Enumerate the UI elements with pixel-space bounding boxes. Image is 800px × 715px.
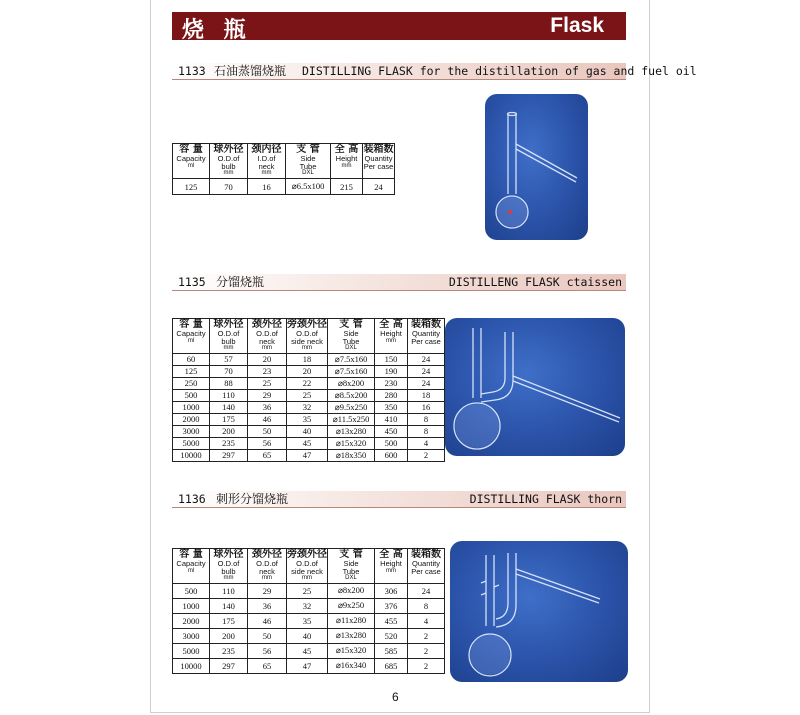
table-cell: ⌀18x350 <box>328 449 375 461</box>
column-header-text: mm <box>341 162 352 169</box>
column-header-text: Height <box>335 154 358 163</box>
column-header-text: Height <box>380 559 402 568</box>
table-cell: ⌀9.5x250 <box>328 401 375 413</box>
section-name-en: DISTILLENG FLASK ctaissen <box>448 275 622 289</box>
column-header-text: bulb <box>221 161 236 171</box>
column-header-text: 旁颈外径 <box>287 549 327 560</box>
table-cell: 500 <box>173 583 210 598</box>
column-header-text: bulb <box>221 566 236 576</box>
column-header <box>210 144 248 179</box>
column-header <box>173 549 210 584</box>
table-cell: 600 <box>375 449 408 461</box>
page-header <box>172 12 626 43</box>
table-cell: ⌀11.5x250 <box>328 413 375 425</box>
section-1136-title <box>172 491 626 508</box>
column-header-text: ml <box>187 162 195 169</box>
table-cell: 2000 <box>173 613 210 628</box>
column-header-text: 颈内径 <box>251 144 282 155</box>
column-header-text: DXL <box>302 170 314 176</box>
table-cell: 410 <box>375 413 408 425</box>
table-row <box>173 437 445 449</box>
column-header <box>363 144 395 179</box>
table-cell: 376 <box>375 598 408 613</box>
column-header-text: DXL <box>345 345 357 351</box>
table-cell: 46 <box>248 613 287 628</box>
table-cell: 500 <box>375 437 408 449</box>
table-cell: ⌀15x320 <box>328 643 375 658</box>
column-header <box>248 549 287 584</box>
table-cell: 35 <box>287 613 328 628</box>
column-header-text: mm <box>223 575 234 581</box>
table-cell: 47 <box>287 658 328 673</box>
column-header-text: Quantity <box>412 559 440 568</box>
table-cell: 5000 <box>173 437 210 449</box>
table-cell: 60 <box>173 353 210 365</box>
table-cell: 20 <box>287 365 328 377</box>
column-header-text: mm <box>261 170 272 176</box>
section-1133-title <box>172 63 697 80</box>
table-cell: 3000 <box>173 628 210 643</box>
column-header-text: neck <box>259 336 275 346</box>
column-header-text: O.D.of <box>217 154 240 163</box>
table-cell: 10000 <box>173 449 210 461</box>
column-header-text: Capacity <box>176 559 206 568</box>
column-header <box>328 549 375 584</box>
column-header-text: neck <box>259 566 275 576</box>
column-header-text: mm <box>302 345 312 351</box>
table-cell: 32 <box>287 401 328 413</box>
table-cell: 4 <box>408 437 445 449</box>
column-header-text: 全 高 <box>379 319 403 330</box>
table-cell: ⌀8x200 <box>328 583 375 598</box>
table-row <box>173 179 395 195</box>
table-cell: 23 <box>248 365 287 377</box>
table-cell: ⌀9x250 <box>328 598 375 613</box>
table-cell: 29 <box>248 583 287 598</box>
table-cell: 125 <box>173 365 210 377</box>
column-header-text: 球外径 <box>213 319 244 330</box>
table-cell: 455 <box>375 613 408 628</box>
spec-table-1136 <box>172 548 445 674</box>
table-cell: 200 <box>210 628 248 643</box>
table-cell: 56 <box>248 643 287 658</box>
column-header <box>375 549 408 584</box>
column-header-text: 装箱数 <box>411 549 441 560</box>
column-header-text: O.D.of <box>296 559 318 568</box>
table-cell: 22 <box>287 377 328 389</box>
table-cell: 175 <box>210 613 248 628</box>
table-cell: 24 <box>363 179 395 195</box>
table-cell: 297 <box>210 449 248 461</box>
table-cell: ⌀8x200 <box>328 377 375 389</box>
column-header <box>287 319 328 354</box>
spec-table-1133 <box>172 143 395 195</box>
column-header-text: 支 管 <box>296 144 320 155</box>
column-header-text: Per case <box>411 336 441 346</box>
column-header-text: Side <box>343 559 359 568</box>
table-cell: 110 <box>210 389 248 401</box>
table-cell: ⌀16x340 <box>328 658 375 673</box>
table-cell: 36 <box>248 598 287 613</box>
column-header-text: side neck <box>291 336 323 346</box>
section-1135-title <box>172 274 626 291</box>
table-cell: 1000 <box>173 598 210 613</box>
column-header-text: 球外径 <box>213 549 244 560</box>
column-header-text: Capacity <box>176 154 206 163</box>
column-header <box>331 144 363 179</box>
column-header-text: 支 管 <box>339 549 363 560</box>
table-cell: 35 <box>287 413 328 425</box>
table-cell: 5000 <box>173 643 210 658</box>
table-cell: 40 <box>287 628 328 643</box>
column-header <box>287 549 328 584</box>
section-code: 1133 <box>178 64 206 78</box>
column-header-text: mm <box>262 575 272 581</box>
column-header-text: Tube <box>342 566 360 576</box>
table-cell: 2 <box>408 643 445 658</box>
table-cell: 16 <box>248 179 286 195</box>
column-header-text: Per case <box>363 161 394 171</box>
section-name-en: DISTILLING FLASK for the distillation of gas and fuel oil <box>302 64 697 78</box>
section-name-en: DISTILLING FLASK thorn <box>469 492 622 506</box>
column-header <box>173 319 210 354</box>
column-header-text: Per case <box>411 566 441 576</box>
column-header-text: Quantity <box>412 329 440 338</box>
table-cell: 70 <box>210 365 248 377</box>
table-cell: 297 <box>210 658 248 673</box>
table-cell: 585 <box>375 643 408 658</box>
column-header-text: DXL <box>345 575 357 581</box>
table-cell: 40 <box>287 425 328 437</box>
table-row <box>173 449 445 461</box>
table-cell: 25 <box>287 583 328 598</box>
table-cell: ⌀15x320 <box>328 437 375 449</box>
table-cell: 1000 <box>173 401 210 413</box>
table-cell: ⌀7.5x160 <box>328 353 375 365</box>
flask-photo-1133 <box>485 94 588 240</box>
column-header-text: neck <box>258 161 275 171</box>
column-header-text: ml <box>187 337 195 344</box>
column-header-text: 颈外径 <box>252 319 282 330</box>
table-cell: 2 <box>408 449 445 461</box>
column-header-text: 容 量 <box>179 549 203 560</box>
column-header-text: O.D.of <box>217 559 240 568</box>
table-cell: 70 <box>210 179 248 195</box>
table-cell: 24 <box>408 377 445 389</box>
table-row <box>173 425 445 437</box>
column-header-text: 容 量 <box>179 144 203 155</box>
table-cell: 215 <box>331 179 363 195</box>
table-cell: 57 <box>210 353 248 365</box>
table-cell: 24 <box>408 365 445 377</box>
column-header-text: bulb <box>221 336 236 346</box>
table-cell: 110 <box>210 583 248 598</box>
column-header-text: 支 管 <box>339 319 363 330</box>
table-cell: 18 <box>287 353 328 365</box>
column-header-text: Side <box>343 329 359 338</box>
column-header <box>328 319 375 354</box>
flask-photo-1136 <box>450 541 628 682</box>
table-row <box>173 413 445 425</box>
section-code: 1136 <box>178 492 206 506</box>
column-header-text: mm <box>223 170 234 176</box>
table-cell: 235 <box>210 643 248 658</box>
table-cell: 140 <box>210 598 248 613</box>
table-cell: 190 <box>375 365 408 377</box>
table-cell: 350 <box>375 401 408 413</box>
column-header-text: 旁颈外径 <box>287 319 327 330</box>
table-cell: ⌀6.5x100 <box>286 179 331 195</box>
table-cell: 235 <box>210 437 248 449</box>
table-cell: 3000 <box>173 425 210 437</box>
column-header <box>286 144 331 179</box>
table-cell: 2000 <box>173 413 210 425</box>
column-header-text: Tube <box>342 336 360 346</box>
column-header-text: O.D.of <box>256 329 278 338</box>
column-header-text: mm <box>262 345 272 351</box>
section-name-cn: 分馏烧瓶 <box>216 275 265 289</box>
column-header-text: Quantity <box>364 154 393 163</box>
table-cell: 20 <box>248 353 287 365</box>
table-cell: 520 <box>375 628 408 643</box>
table-cell: 50 <box>248 425 287 437</box>
table-cell: 47 <box>287 449 328 461</box>
table-cell: ⌀11x280 <box>328 613 375 628</box>
column-header-text: 颈外径 <box>252 549 282 560</box>
table-cell: 10000 <box>173 658 210 673</box>
column-header-text: Side <box>300 154 316 163</box>
flask-illustration <box>445 318 625 456</box>
column-header-text: mm <box>386 337 396 344</box>
table-cell: 500 <box>173 389 210 401</box>
table-cell: 150 <box>375 353 408 365</box>
column-header <box>210 319 248 354</box>
table-cell: 25 <box>287 389 328 401</box>
section-code: 1135 <box>178 275 206 289</box>
section-name-cn: 石油蒸馏烧瓶 <box>214 64 287 78</box>
column-header <box>408 549 445 584</box>
column-header-text: Tube <box>299 161 317 171</box>
table-cell: 280 <box>375 389 408 401</box>
table-row <box>173 613 445 628</box>
column-header-text: 容 量 <box>179 319 203 330</box>
column-header-text: 全 高 <box>334 144 359 155</box>
table-cell: 25 <box>248 377 287 389</box>
table-cell: 140 <box>210 401 248 413</box>
header-title-en: Flask <box>550 14 604 37</box>
column-header <box>173 144 210 179</box>
spec-table-1135 <box>172 318 445 462</box>
table-cell: 24 <box>408 583 445 598</box>
table-cell: 125 <box>173 179 210 195</box>
column-header-text: 球外径 <box>213 144 244 155</box>
table-cell: ⌀13x280 <box>328 425 375 437</box>
flask-photo-1135 <box>445 318 625 456</box>
table-cell: 45 <box>287 643 328 658</box>
table-cell: 250 <box>173 377 210 389</box>
table-cell: 45 <box>287 437 328 449</box>
table-cell: ⌀8.5x200 <box>328 389 375 401</box>
table-cell: 230 <box>375 377 408 389</box>
table-cell: 8 <box>408 598 445 613</box>
table-cell: 56 <box>248 437 287 449</box>
table-cell: 8 <box>408 425 445 437</box>
column-header-text: Height <box>380 329 402 338</box>
column-header-text: mm <box>386 567 396 574</box>
column-header-text: Capacity <box>176 329 206 338</box>
flask-illustration <box>450 541 628 682</box>
table-cell: 4 <box>408 613 445 628</box>
table-cell: 200 <box>210 425 248 437</box>
column-header-text: O.D.of <box>217 329 240 338</box>
column-header-text: 装箱数 <box>411 319 441 330</box>
table-row <box>173 628 445 643</box>
column-header <box>248 319 287 354</box>
column-header <box>375 319 408 354</box>
table-cell: 306 <box>375 583 408 598</box>
flask-illustration <box>485 94 588 240</box>
page-number: 6 <box>392 690 399 704</box>
table-cell: 32 <box>287 598 328 613</box>
table-cell: 50 <box>248 628 287 643</box>
table-cell: 16 <box>408 401 445 413</box>
table-cell: 88 <box>210 377 248 389</box>
table-cell: 8 <box>408 413 445 425</box>
column-header-text: ml <box>187 567 195 574</box>
table-row <box>173 389 445 401</box>
table-row <box>173 401 445 413</box>
column-header <box>210 549 248 584</box>
column-header-text: side neck <box>291 566 323 576</box>
table-cell: 2 <box>408 658 445 673</box>
table-cell: ⌀13x280 <box>328 628 375 643</box>
table-cell: 685 <box>375 658 408 673</box>
table-cell: 24 <box>408 353 445 365</box>
table-cell: 65 <box>248 449 287 461</box>
table-cell: 175 <box>210 413 248 425</box>
table-row <box>173 353 445 365</box>
table-cell: 450 <box>375 425 408 437</box>
column-header-text: I.D.of <box>257 154 276 163</box>
column-header <box>408 319 445 354</box>
table-cell: 36 <box>248 401 287 413</box>
column-header-text: mm <box>302 575 312 581</box>
table-row <box>173 377 445 389</box>
column-header-text: mm <box>223 345 234 351</box>
column-header-text: 全 高 <box>379 549 403 560</box>
table-row <box>173 583 445 598</box>
table-row <box>173 643 445 658</box>
table-cell: 29 <box>248 389 287 401</box>
table-cell: 2 <box>408 628 445 643</box>
table-cell: 18 <box>408 389 445 401</box>
column-header-text: O.D.of <box>296 329 318 338</box>
header-title-cn: 烧 瓶 <box>182 18 252 43</box>
table-row <box>173 658 445 673</box>
section-name-cn: 刺形分馏烧瓶 <box>216 492 289 506</box>
table-cell: 46 <box>248 413 287 425</box>
column-header-text: 装箱数 <box>363 144 394 155</box>
table-row <box>173 365 445 377</box>
column-header-text: O.D.of <box>256 559 278 568</box>
table-cell: ⌀7.5x160 <box>328 365 375 377</box>
table-row <box>173 598 445 613</box>
table-cell: 65 <box>248 658 287 673</box>
column-header <box>248 144 286 179</box>
